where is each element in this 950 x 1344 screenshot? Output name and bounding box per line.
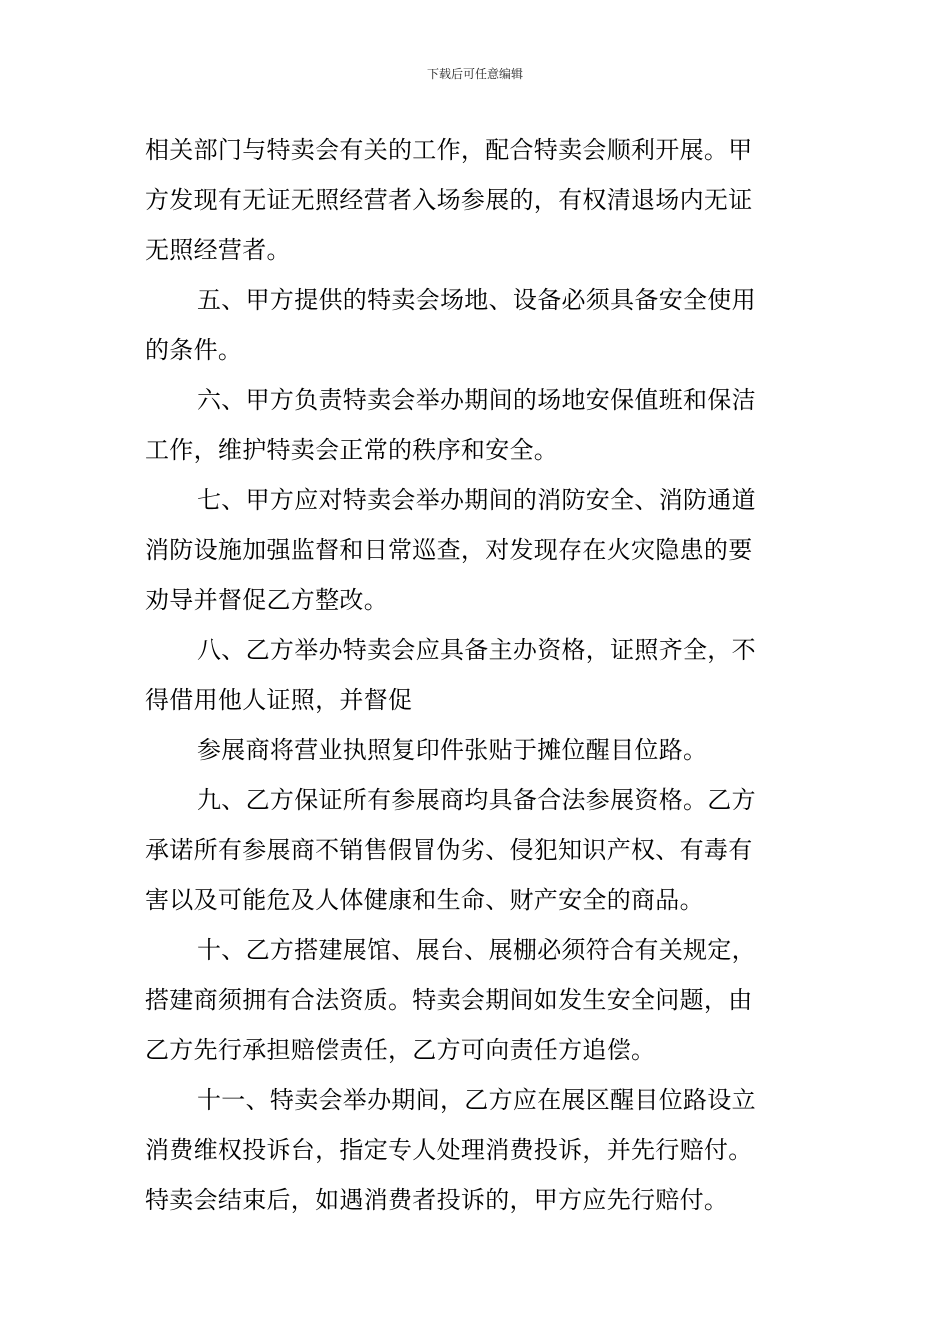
text-line: 乙方先行承担赔偿责任，乙方可向责任方追偿。	[145, 1036, 656, 1064]
text-line: 消费维权投诉台，指定专人处理消费投诉，并先行赔付。	[145, 1136, 753, 1164]
text-line: 害以及可能危及人体健康和生命、财产安全的商品。	[145, 886, 704, 914]
text-line: 相关部门与特卖会有关的工作，配合特卖会顺利开展。甲	[145, 136, 753, 164]
text-line: 承诺所有参展商不销售假冒伪劣、侵犯知识产权、有毒有	[145, 836, 753, 864]
text-line: 劝导并督促乙方整改。	[145, 586, 388, 614]
clause-11-line: 十一、特卖会举办期间，乙方应在展区醒目位路设立	[197, 1086, 756, 1114]
clause-5-line: 五、甲方提供的特卖会场地、设备必须具备安全使用	[197, 286, 756, 314]
text-line-indented: 参展商将营业执照复印件张贴于摊位醒目位路。	[197, 736, 708, 764]
text-line: 搭建商须拥有合法资质。特卖会期间如发生安全问题，由	[145, 986, 753, 1014]
text-line: 消防设施加强监督和日常巡查，对发现存在火灾隐患的要	[145, 536, 753, 564]
document-body	[145, 125, 807, 1225]
clause-6-line: 六、甲方负责特卖会举办期间的场地安保值班和保洁	[197, 386, 756, 414]
text-line: 特卖会结束后，如遇消费者投诉的，甲方应先行赔付。	[145, 1186, 729, 1214]
text-line: 方发现有无证无照经营者入场参展的，有权清退场内无证	[145, 186, 753, 214]
text-line: 工作，维护特卖会正常的秩序和安全。	[145, 436, 559, 464]
clause-7-line: 七、甲方应对特卖会举办期间的消防安全、消防通道	[197, 486, 756, 514]
text-line: 无照经营者。	[145, 236, 291, 264]
page-header: 下载后可任意编辑	[426, 67, 523, 81]
clause-8-line: 八、乙方举办特卖会应具备主办资格，证照齐全，不	[197, 636, 756, 664]
clause-9-line: 九、乙方保证所有参展商均具备合法参展资格。乙方	[197, 786, 756, 814]
text-line: 的条件。	[145, 336, 243, 364]
text-line: 得借用他人证照，并督促	[145, 686, 413, 714]
clause-10-line: 十、乙方搭建展馆、展台、展棚必须符合有关规定，	[197, 936, 756, 964]
